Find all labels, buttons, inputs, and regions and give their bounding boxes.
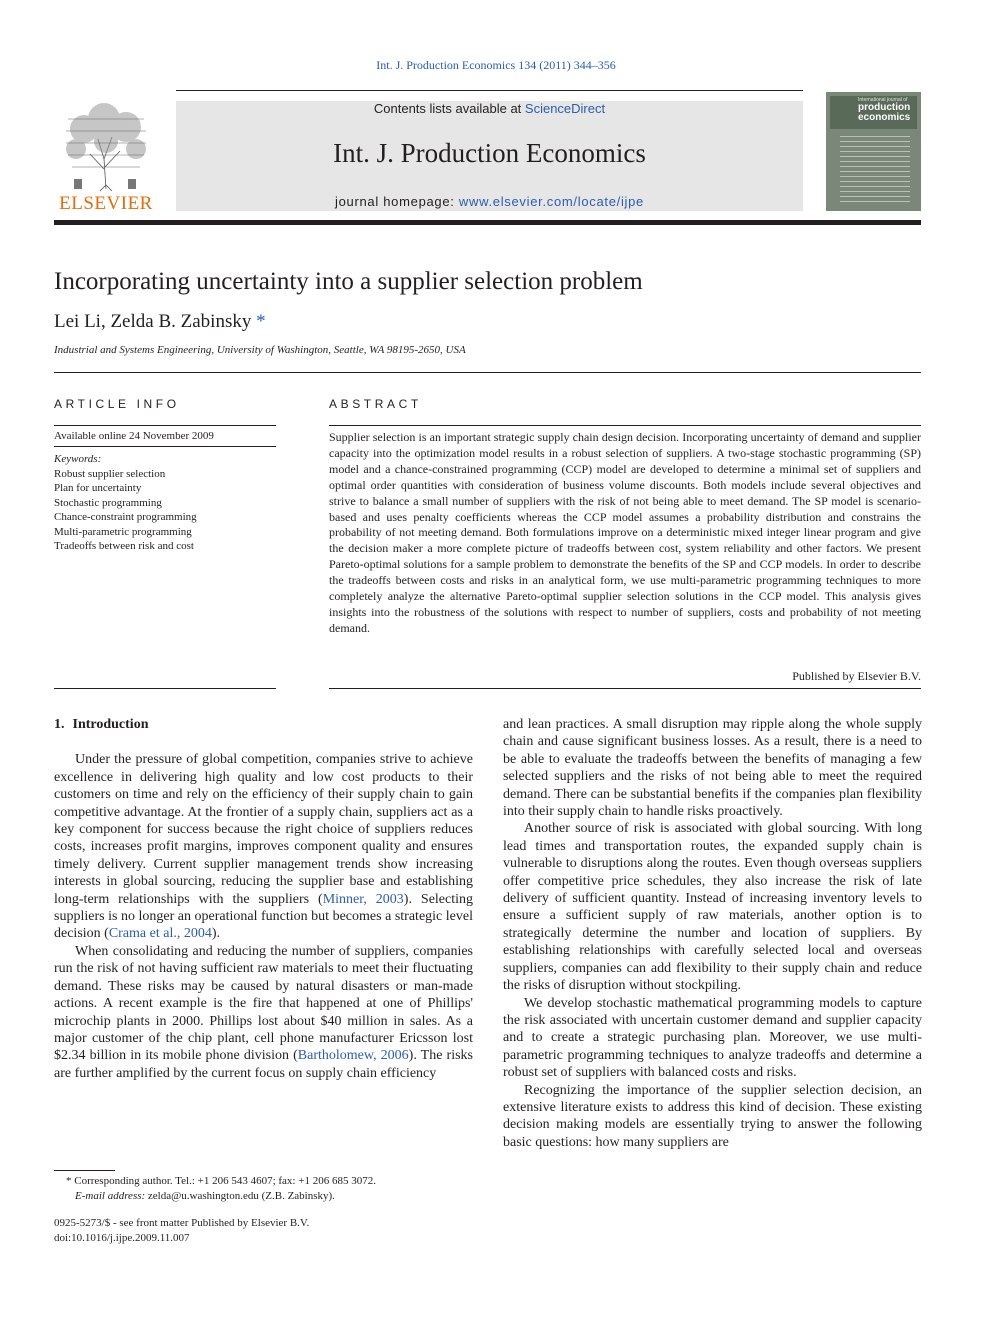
cover-title-line1: production: [858, 102, 911, 113]
cover-small-text: International journal of: [858, 97, 908, 103]
paragraph-text: When consolidating and reducing the number of suppliers, companies run the risk of not having sufficient raw materials to meet their fluctuating demand. These risks may be caused by natural disasters or man-made actions. A recent example is the fire that happened at one of Phillips' microchip plants in 2000. Phillips lost about $40 million in sales. As a major customer of the chip plant, cell phone manufacturer Ericsson lost $2.34 billion in its mobile phone division (: [54, 943, 473, 1064]
email-label: E-mail address:: [75, 1190, 148, 1202]
cover-contents-lines: [840, 136, 910, 202]
affiliation: Industrial and Systems Engineering, University of Washington, Seattle, WA 98195-2650, USA: [54, 344, 466, 356]
reference-link-minner-2003[interactable]: Minner, 2003: [322, 891, 404, 907]
keyword-item: Chance-constraint programming: [54, 511, 197, 523]
reference-link-bartholomew-2006[interactable]: Bartholomew, 2006: [297, 1048, 409, 1064]
article-title: Incorporating uncertainty into a supplier selection problem: [54, 268, 643, 295]
abstract-text: Supplier selection is an important strategic supply chain design decision. Incorporating uncertainty of demand and supplier capacity into the optimization model results in a robust selection of suppliers. A two-stage stochastic programming (SP) model and a chance-constrained programming (CCP) model are developed to determine a minimal set of suppliers and optimal order quantities with consideration of business volume discounts. Both models include several objectives and strive to balance a small number of suppliers with the risk of not being able to meet demand. The SP model is scenario-based and uses penalty coefficients whereas the CCP model assumes a probability distribution and constrains the probability of not meeting demand. Both formulations improve on a deterministic mixed integer linear program and give the decision maker a more complete picture of tradeoffs between cost, system reliability and other factors. We present Pareto-optimal solutions for a sample problem to demonstrate the benefits of the SP and CCP models. In order to describe the tradeoffs between costs and risks in an analytical form, we use multi-parametric programming techniques to more completely analyze the alternative Pareto-optimal supplier selection solutions in the CCP model. This analysis gives insights into the robustness of the solutions with respect to number of suppliers, costs and probability of not meeting demand.: [329, 430, 921, 635]
section-title: Introduction: [72, 717, 149, 732]
body-left-column: [54, 716, 473, 1082]
keyword-item: Plan for uncertainty: [54, 482, 142, 494]
corresponding-author-note: * Corresponding author. Tel.: +1 206 543 4607; fax: +1 206 685 3072.: [66, 1175, 376, 1187]
body-paragraph: Recognizing the importance of the supplier selection decision, an extensive literature exists to address this kind of decision. These existing decision making models are essentially trying to answer the following basic questions: how many suppliers are: [503, 1082, 922, 1150]
contents-line: [176, 101, 803, 116]
author-list: [54, 311, 266, 333]
keyword-item: Multi-parametric programming: [54, 525, 192, 538]
reference-link-crama-2004[interactable]: Crama et al., 2004: [108, 926, 212, 942]
published-by: Published by Elsevier B.V.: [792, 669, 921, 683]
article-info-rule: [54, 688, 276, 689]
doi-line[interactable]: doi:10.1016/j.ijpe.2009.11.007: [54, 1231, 190, 1244]
paragraph-text: Under the pressure of global competition, companies strive to achieve excellence in delivering high quality and low cost products to their customers on time and rely on the efficiency of their supply chain to gain competitive advantage. At the frontier of a supply chain, suppliers act as a key component for success because the right choice of suppliers reduces costs, increases profit margins, improves component quality and ensures timely delivery. Current supplier management trends show increasing interests in global sourcing, reducing the supplier base and establishing long-term relationships with the suppliers (: [54, 752, 473, 907]
footnote: [54, 1174, 473, 1204]
abstract-rule: [329, 425, 921, 426]
header-top-rule: [176, 90, 803, 91]
body-paragraph: Another source of risk is associated with global sourcing. With long lead times and transportation routes, the expanded supply chain is vulnerable to disruptions along the routes. Even though overseas suppliers offer competitive price schedules, they also increase the risk of late delivery of sufficient quantity. Instead of increasing inventory levels to ensure a sufficient supply of raw materials, another option is to strategically determine the number and location of suppliers. By establishing relationships with carefully selected local and overseas suppliers, companies can add flexibility to their supply chain and reduce the risks of disruption without stockpiling.: [503, 821, 922, 994]
body-paragraph: and lean practices. A small disruption may ripple along the whole supply chain and cause significant business losses. As a result, there is a need to be able to evaluate the tradeoffs between the benefits of managing a few selected suppliers and the risks of not being able to meet the required demand. There can be substantial benefits if the companies plan flexibility into their supply chain to handle risks proactively.: [503, 717, 922, 820]
contents-prefix: Contents lists available at: [373, 101, 525, 116]
body-paragraph: [54, 751, 473, 942]
keywords-label: Keywords:: [54, 453, 102, 465]
body-paragraph: We develop stochastic mathematical programming models to capture the risk associated with uncertain customer demand and supplier capacity and to create a strategic purchasing plan. Moreover, we use multi-parametric programming techniques to analyze tradeoffs and determine a robust set of suppliers with balanced costs and risks.: [503, 995, 922, 1081]
section-heading-introduction: [54, 716, 473, 733]
keyword-item: Stochastic programming: [54, 496, 162, 509]
article-info-rule: [54, 446, 276, 447]
journal-cover-thumbnail[interactable]: [826, 92, 921, 211]
cover-title-line2: economics: [858, 112, 911, 123]
paragraph-text: ). Selecting suppliers is no longer an operational function but becomes a strategic level decision (: [54, 891, 473, 942]
homepage-prefix: journal homepage:: [335, 194, 459, 209]
keywords-block: [54, 452, 197, 554]
paragraph-text: ). The risks are further amplified by the current focus on supply chain efficiency: [54, 1048, 473, 1081]
sciencedirect-link[interactable]: ScienceDirect: [524, 101, 606, 116]
cover-title: [858, 103, 910, 123]
body-right-column: [503, 716, 922, 1151]
footnote-rule: [54, 1170, 115, 1171]
journal-name: Int. J. Production Economics: [333, 138, 646, 168]
keyword-item: Robust supplier selection: [54, 467, 166, 480]
journal-citation-link[interactable]: Int. J. Production Economics 134 (2011) 344–356: [376, 58, 616, 72]
paragraph-text: ).: [211, 926, 221, 942]
issn-line: 0925-5273/$ - see front matter Published by Elsevier B.V.: [54, 1217, 310, 1229]
article-info-rule: [54, 425, 276, 426]
authors-text: Lei Li, Zelda B. Zabinsky: [54, 311, 252, 332]
body-paragraph: [54, 943, 473, 1082]
keyword-item: Tradeoffs between risk and cost: [54, 540, 194, 552]
journal-homepage-line: [176, 194, 803, 209]
section-number: 1.: [54, 717, 65, 732]
front-matter: [54, 1216, 309, 1245]
header-bottom-rule: [54, 220, 921, 225]
journal-homepage-link[interactable]: www.elsevier.com/locate/ijpe: [458, 194, 644, 209]
corresponding-author-mark[interactable]: *: [256, 311, 266, 332]
abstract-rule: [329, 688, 921, 689]
article-info-heading: ARTICLE INFO: [54, 397, 180, 411]
elsevier-wordmark: ELSEVIER: [59, 193, 153, 214]
abstract-heading: ABSTRACT: [329, 397, 422, 411]
available-online-date: Available online 24 November 2009: [54, 430, 214, 442]
email-note: [54, 1189, 473, 1204]
title-rule: [54, 372, 921, 373]
email-address[interactable]: zelda@u.washington.edu (Z.B. Zabinsky).: [147, 1190, 335, 1202]
